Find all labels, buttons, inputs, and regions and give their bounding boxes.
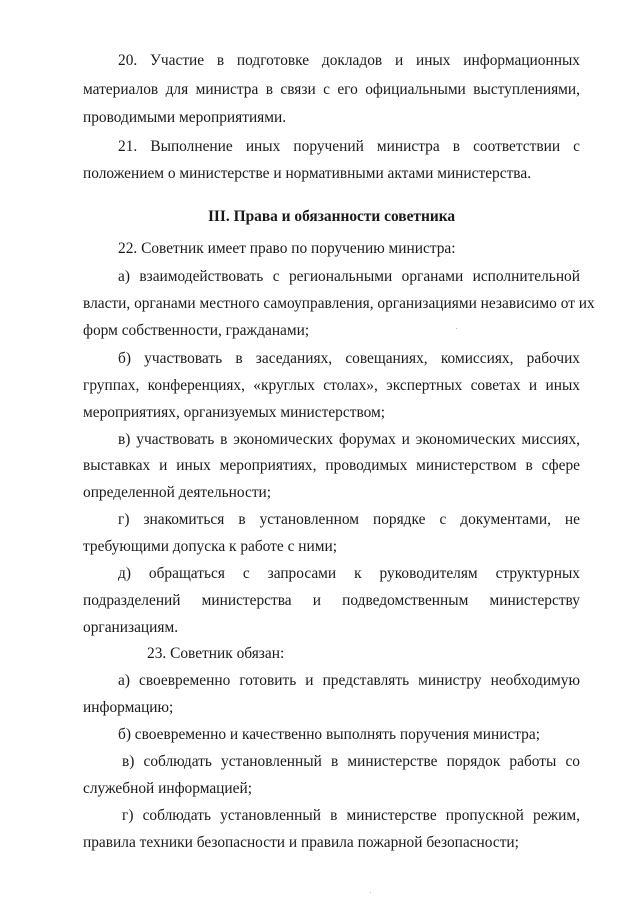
paragraph-22-item-b-line-2: группах, конференциях, «круглых столах», экспертных советах и иных <box>83 377 580 394</box>
paragraph-23-item-v-line-2: служебной информацией; <box>83 780 252 797</box>
paragraph-22-item-d-line-1: д) обращаться с запросами к руководителям структурных <box>118 565 580 582</box>
paragraph-20-line-1: 20. Участие в подготовке докладов и иных информационных <box>118 52 580 69</box>
paragraph-22-intro: 22. Советник имеет право по поручению министра: <box>118 240 456 257</box>
paragraph-22-item-v-line-2: выставках и иных мероприятиях, проводимых министерством в сфере <box>83 457 580 474</box>
paragraph-23-item-b-line-1: б) своевременно и качественно выполнять поручения министра; <box>118 726 540 743</box>
paragraph-22-item-a-line-1: а) взаимодействовать с региональными органами исполнительной <box>118 268 580 285</box>
paragraph-20-line-2: материалов для министра в связи с его официальными выступлениями, <box>83 81 580 98</box>
paragraph-21-line-1: 21. Выполнение иных поручений министра в соответствии с <box>118 138 580 155</box>
paragraph-23-item-v-line-1: в) соблюдать установленный в министерстве порядок работы со <box>122 753 580 770</box>
scan-speck <box>456 328 457 329</box>
paragraph-22-item-a-line-3: форм собственности, гражданами; <box>83 322 310 339</box>
paragraph-22-item-a-line-2: власти, органами местного самоуправления, организациями независимо от их <box>83 295 595 312</box>
paragraph-22-item-d-line-2: подразделений министерства и подведомственным министерству <box>83 592 580 609</box>
paragraph-22-item-g-line-2: требующими допуска к работе с ними; <box>83 538 337 555</box>
paragraph-22-item-g-line-1: г) знакомиться в установленном порядке с документами, не <box>118 511 580 528</box>
paragraph-23-item-a-line-2: информацию; <box>83 699 174 716</box>
paragraph-22-item-d-line-3: организациям. <box>83 619 179 636</box>
scan-speck <box>370 892 371 893</box>
paragraph-21-line-2: положением о министерстве и нормативными актами министерства. <box>83 165 532 182</box>
paragraph-20-line-3: проводимыми мероприятиями. <box>83 109 287 126</box>
paragraph-23-item-a-line-1: а) своевременно готовить и представлять министру необходимую <box>118 672 580 689</box>
section-heading: III. Права и обязанности советника <box>207 208 456 225</box>
paragraph-22-item-v-line-1: в) участвовать в экономических форумах и экономических миссиях, <box>118 431 580 448</box>
paragraph-23-item-g-line-1: г) соблюдать установленный в министерстве пропускной режим, <box>122 807 580 824</box>
paragraph-22-item-v-line-3: определенной деятельности; <box>83 484 272 501</box>
paragraph-23-intro: 23. Советник обязан: <box>147 645 285 662</box>
paragraph-23-item-g-line-2: правила техники безопасности и правила пожарной безопасности; <box>83 834 519 851</box>
paragraph-22-item-b-line-1: б) участвовать в заседаниях, совещаниях, комиссиях, рабочих <box>118 350 580 367</box>
paragraph-22-item-b-line-3: мероприятиях, организуемых министерством; <box>83 404 386 421</box>
